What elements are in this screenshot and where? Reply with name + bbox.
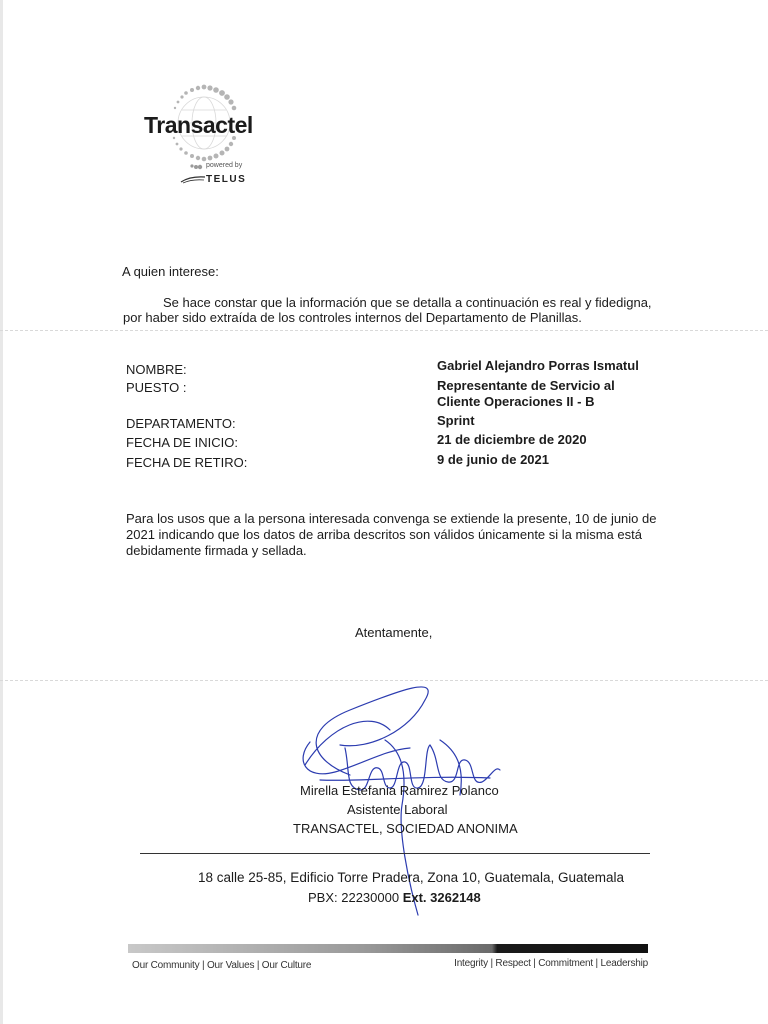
pbx-number: PBX: 22230000 <box>308 890 400 905</box>
logo-powered-by: powered by <box>206 162 243 169</box>
telus-swoosh-icon <box>180 174 206 184</box>
signer-role: Asistente Laboral <box>347 802 448 817</box>
closing-line-2: 2021 indicando que los datos de arriba descritos son válidos únicamente si la misma está <box>126 527 642 542</box>
closing-line-1: Para los usos que a la persona interesada convenga se extiende la presente, 10 de junio de <box>126 511 657 526</box>
logo-telus: TELUS <box>206 174 247 185</box>
extension-number: Ext. 3262148 <box>402 890 481 905</box>
puesto-value-line-2: Cliente Operaciones II - B <box>437 394 595 409</box>
footer-tagline-left: Our Community | Our Values | Our Culture <box>132 960 312 971</box>
fecha-inicio-label: FECHA DE INICIO: <box>126 435 238 450</box>
address-line: 18 calle 25-85, Edificio Torre Pradera, Zona 10, Guatemala, Guatemala <box>198 870 624 885</box>
fecha-retiro-value: 9 de junio de 2021 <box>437 452 549 467</box>
departamento-value: Sprint <box>437 413 475 428</box>
intro-line-2: por haber sido extraída de los controles internos del Departamento de Planillas. <box>123 310 582 325</box>
address-divider <box>140 853 650 854</box>
company-logo <box>136 82 266 192</box>
intro-line-1: Se hace constar que la información que se detalla a continuación es real y fidedigna, <box>163 295 652 310</box>
address-phone <box>308 889 481 906</box>
salutation: A quien interese: <box>122 264 219 279</box>
footer-gradient-bar <box>128 944 648 953</box>
footer-tagline-right: Integrity | Respect | Commitment | Leadership <box>454 958 648 969</box>
fecha-retiro-label: FECHA DE RETIRO: <box>126 455 248 470</box>
nombre-label: NOMBRE: <box>126 362 187 377</box>
scan-edge <box>0 0 3 1024</box>
puesto-label: PUESTO : <box>126 380 187 395</box>
puesto-value-line-1: Representante de Servicio al <box>437 378 615 393</box>
signer-name: Mirella Estefania Ramirez Polanco <box>300 783 499 798</box>
departamento-label: DEPARTAMENTO: <box>126 416 236 431</box>
closing-line-3: debidamente firmada y sellada. <box>126 543 307 558</box>
logo-wordmark: Transactel <box>144 112 253 138</box>
valediction: Atentamente, <box>355 625 433 640</box>
fold-line-upper <box>0 330 768 331</box>
nombre-value: Gabriel Alejandro Porras Ismatul <box>437 358 639 373</box>
fecha-inicio-value: 21 de diciembre de 2020 <box>437 432 587 447</box>
signer-company: TRANSACTEL, SOCIEDAD ANONIMA <box>293 821 518 836</box>
